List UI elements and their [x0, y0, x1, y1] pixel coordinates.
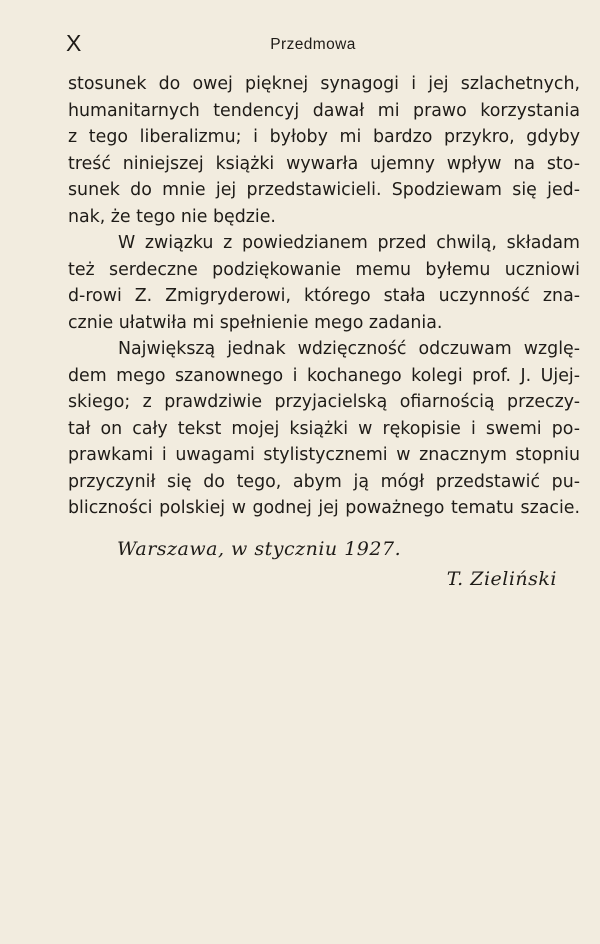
dateline: Warszawa, w styczniu 1927. — [117, 538, 402, 560]
text-line: sunek do mnie jej przedstawicieli. Spodziewam się jed- — [68, 180, 580, 200]
text-line: cznie ułatwiła mi spełnienie mego zadania. — [68, 312, 443, 333]
text-line: też serdeczne podziękowanie memu byłemu uczniowi — [68, 259, 580, 280]
text-line: humanitarnych tendencyj dawał mi prawo korzystania — [68, 100, 580, 121]
text-line: d-rowi Z. Zmigryderowi, którego stała uczynność zna- — [68, 286, 580, 306]
text-line: stosunek do owej pięknej synagogi i jej szlachetnych, — [68, 74, 580, 94]
text-line: tał on cały tekst mojej książki w rękopisie i swemi po- — [68, 418, 580, 439]
text-line: nak, że tego nie będzie. — [68, 206, 276, 227]
text-line: skiego; z prawdziwie przyjacielską ofiarnością przeczy- — [68, 392, 580, 412]
running-title: Przedmowa — [270, 36, 356, 53]
text-line: dem mego szanownego i kochanego kolegi prof. J. Ujej- — [68, 365, 580, 386]
page-number: X — [66, 30, 82, 56]
signature: T. Zieliński — [446, 568, 557, 590]
text-line: przyczynił się do tego, abym ją mógł przedstawić pu- — [68, 471, 580, 492]
text-line: z tego liberalizmu; i byłoby mi bardzo przykro, gdyby — [68, 127, 580, 147]
body-text — [68, 71, 580, 522]
text-line: bliczności polskiej w godnej jej poważnego tematu szacie. — [68, 498, 580, 518]
text-line: prawkami i uwagami stylistycznemi w znacznym stopniu — [68, 445, 580, 465]
text-line: Największą jednak wdzięczność odczuwam wzglę- — [118, 339, 580, 359]
text-line: treść niniejszej książki wywarła ujemny wpływ na sto- — [68, 153, 580, 174]
text-line: W związku z powiedzianem przed chwilą, składam — [118, 233, 580, 253]
